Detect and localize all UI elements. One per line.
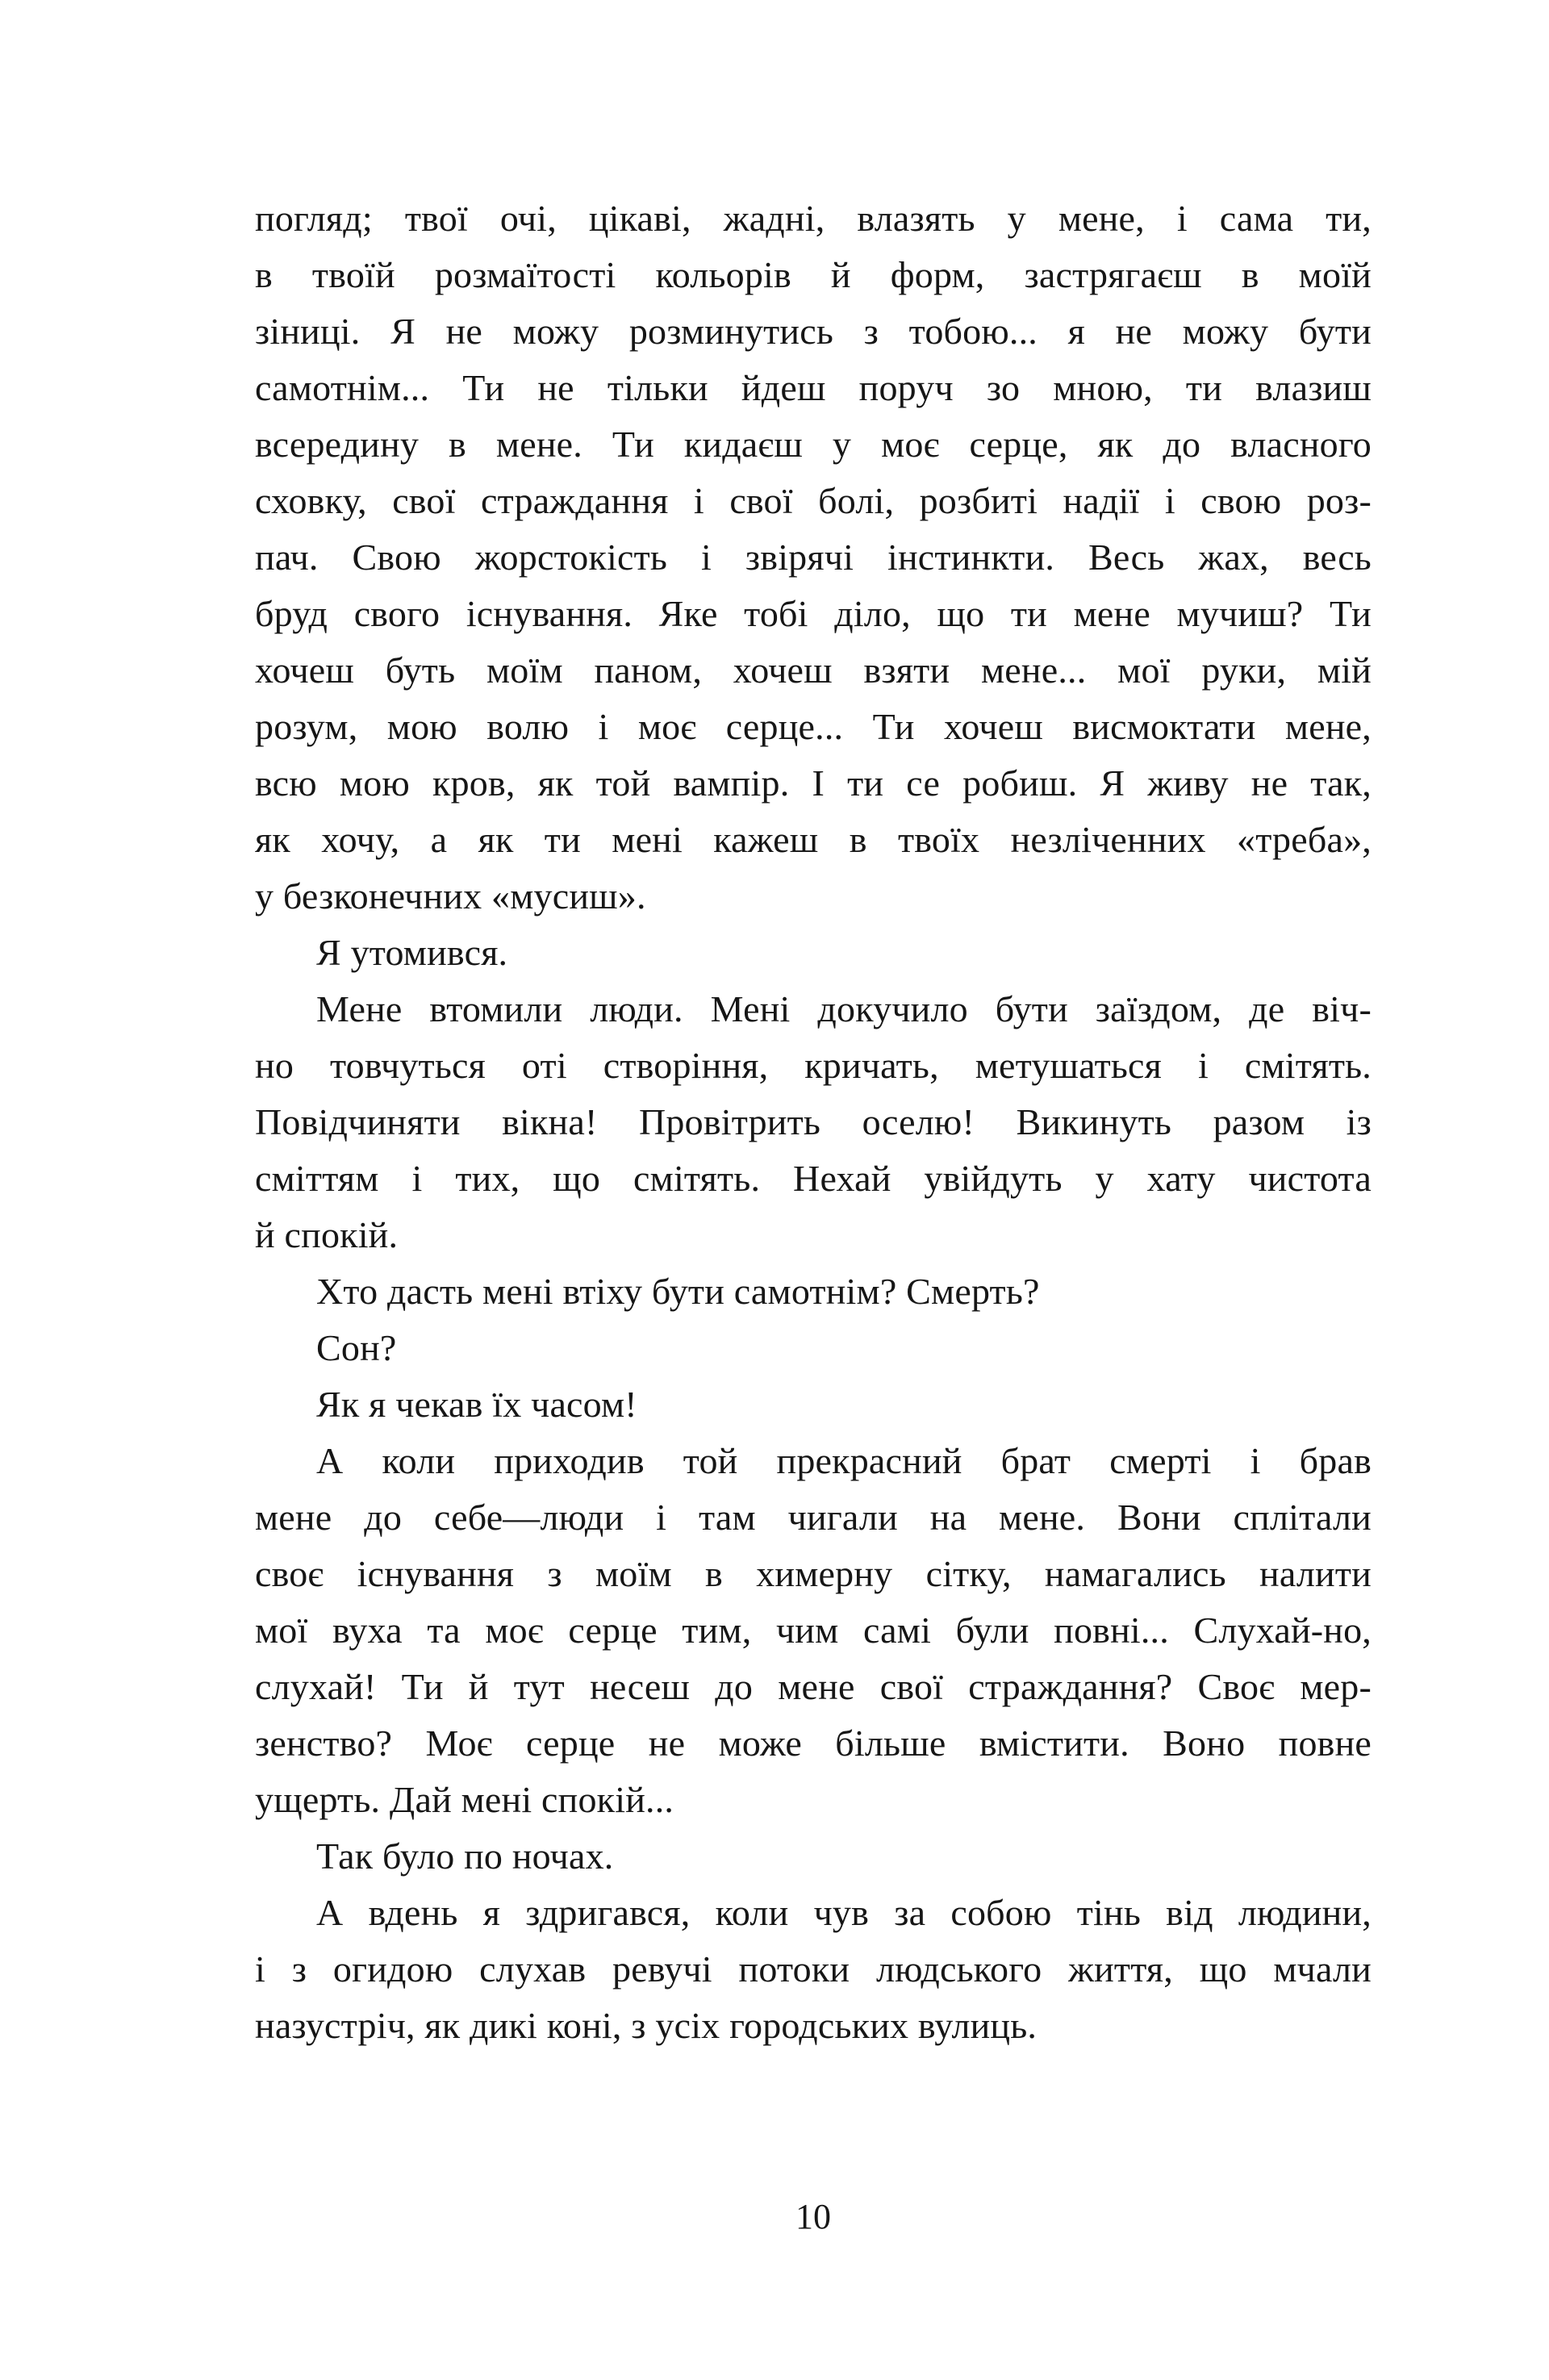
- paragraph: [255, 1828, 1372, 1885]
- text-line: у безконечних «мусиш».: [255, 875, 646, 917]
- text-line: як хочу, а як ти мені кажеш в твоїх незліченних «треба»,: [255, 819, 1372, 860]
- text-line: сміттям і тих, що смітять. Нехай увійдуть у хату чистота: [255, 1158, 1372, 1199]
- text-line: Я утомився.: [316, 932, 508, 973]
- paragraph: [255, 1263, 1372, 1320]
- text-line: А вдень я здригався, коли чув за собою тінь від людини,: [316, 1892, 1372, 1933]
- text-line: назустріч, як дикі коні, з усіх городських вулиць.: [255, 2005, 1038, 2046]
- paragraph: [255, 1320, 1372, 1376]
- paragraph: [255, 1433, 1372, 1828]
- text-line: в твоїй розмаїтості кольорів й форм, застрягаєш в моїй: [255, 254, 1372, 295]
- paragraph: [255, 925, 1372, 981]
- text-line: погляд; твої очі, цікаві, жадні, влазять у мене, і сама ти,: [255, 198, 1372, 239]
- paragraph: [255, 981, 1372, 1263]
- text-line: й спокій.: [255, 1214, 399, 1255]
- text-line: всередину в мене. Ти кидаєш у моє серце, як до власного: [255, 424, 1372, 465]
- text-line: Повідчиняти вікна! Провітрить оселю! Викинуть разом із: [255, 1101, 1372, 1142]
- text-line: Хто дасть мені втіху бути самотнім? Смерть?: [316, 1271, 1040, 1312]
- paragraph: [255, 190, 1372, 925]
- text-line: розум, мою волю і моє серце... Ти хочеш висмоктати мене,: [255, 706, 1372, 747]
- text-line: А коли приходив той прекрасний брат смерті і брав: [316, 1440, 1372, 1481]
- text-line: хочеш буть моїм паном, хочеш взяти мене... мої руки, мій: [255, 649, 1372, 691]
- text-line: Так було по ночах.: [316, 1835, 614, 1877]
- text-line: пач. Свою жорстокість і звірячі інстинкти. Весь жах, весь: [255, 537, 1372, 578]
- page-number: 10: [795, 2197, 831, 2236]
- text-line: мене до себе—люди і там чигали на мене. Вони сплітали: [255, 1497, 1372, 1538]
- text-block: [255, 190, 1372, 2054]
- text-line: всю мою кров, як той вампір. І ти се робиш. Я живу не так,: [255, 762, 1372, 804]
- text-line: самотнім... Ти не тільки йдеш поруч зо мною, ти влазиш: [255, 367, 1372, 408]
- text-line: ущерть. Дай мені спокій...: [255, 1779, 674, 1820]
- text-line: Як я чекав їх часом!: [316, 1384, 637, 1425]
- text-line: своє існування з моїм в химерну сітку, намагались налити: [255, 1553, 1372, 1594]
- text-line: бруд свого існування. Яке тобі діло, що ти мене мучиш? Ти: [255, 593, 1372, 634]
- paragraph: [255, 1885, 1372, 2054]
- text-line: мої вуха та моє серце тим, чим самі були повні... Слухай-но,: [255, 1610, 1372, 1651]
- text-line: Мене втомили люди. Мені докучило бути заїздом, де віч-: [316, 988, 1372, 1029]
- text-line: Сон?: [316, 1327, 397, 1368]
- text-line: зіниці. Я не можу розминутись з тобою... я не можу бути: [255, 311, 1372, 352]
- text-line: но товчуться оті створіння, кричать, метушаться і смітять.: [255, 1045, 1372, 1086]
- paragraph: [255, 1376, 1372, 1433]
- text-line: і з огидою слухав ревучі потоки людського життя, що мчали: [255, 1948, 1372, 1990]
- text-line: сховку, свої страждання і свої болі, розбиті надії і свою роз-: [255, 480, 1372, 521]
- text-line: слухай! Ти й тут несеш до мене свої страждання? Своє мер-: [255, 1666, 1372, 1707]
- text-line: зенство? Моє серце не може більше вмістити. Воно повне: [255, 1722, 1372, 1764]
